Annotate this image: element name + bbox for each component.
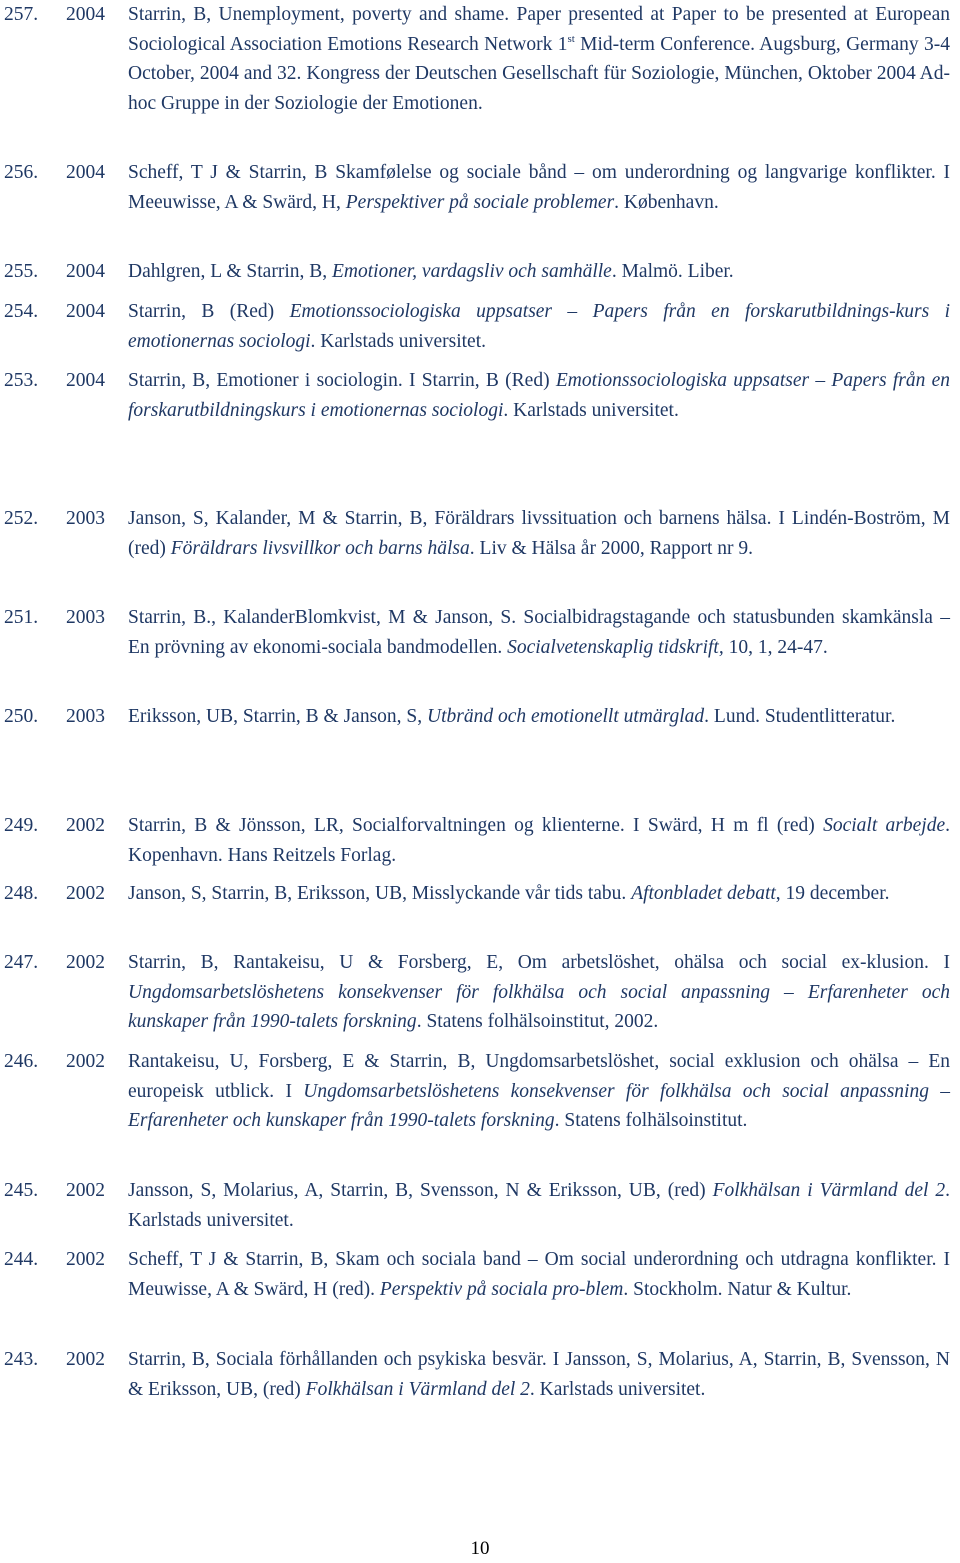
italic-title: Aftonbladet debatt — [631, 883, 776, 904]
entry-text — [128, 504, 950, 563]
text-segment: Starrin, B, Emotioner i sociologin. I Starrin, B (Red) — [128, 370, 556, 391]
entry-year: 2004 — [66, 301, 105, 322]
entry-number: 244. — [4, 1249, 39, 1270]
text-segment: Scheff, T J & Starrin, B Skamfølelse og sociale bånd – om underordning og langvarige konflikter. I Meeuwisse, A & Swärd, H, — [128, 162, 950, 213]
text-segment: . Karlstads universitet. — [128, 1180, 951, 1231]
entry-year: 2002 — [66, 1349, 105, 1370]
entry-number: 245. — [4, 1180, 39, 1201]
text-segment: . Lund. Studentlitteratur. — [704, 706, 896, 727]
entry-number: 243. — [4, 1349, 39, 1370]
text-segment: . Statens folhälsoinstitut. — [554, 1110, 748, 1131]
entry-year: 2003 — [66, 607, 105, 628]
text-segment: Starrin, B, Sociala förhållanden och psykiska besvär. I Jansson, S, Molarius, A, Starrin, B, Svensson, N & Eriksson, UB, (red) — [128, 1349, 950, 1400]
entry-text — [128, 879, 950, 909]
text-segment: . Malmö. Liber. — [611, 261, 734, 282]
italic-title: Emotionssociologiska uppsatser – Papers från en forskarutbildningskurs i emotionernas sociologi — [128, 370, 951, 421]
entry-number: 254. — [4, 301, 39, 322]
text-segment: . København. — [614, 191, 719, 213]
text-segment: Rantakeisu, U, Forsberg, E & Starrin, B, Ungdomsarbetslöshet, social exklusion och ohälsa – En europeisk utblick. I — [128, 1051, 950, 1102]
page-number: 10 — [470, 1538, 490, 1559]
entry-text — [128, 1345, 950, 1404]
text-segment: . Karlstads universitet. — [529, 1378, 706, 1400]
entry-text — [128, 257, 950, 287]
italic-title: Folkhälsan i Värmland del 2 — [712, 1180, 946, 1201]
entry-number: 252. — [4, 508, 39, 529]
text-segment: Mid-term Conference. Augsburg, Germany 3-4 October, 2004 and 32. Kongress der Deutschen Gesellschaft für Soziologie, München, Oktober 2004 Ad-hoc Gruppe in der Soziologie der Emotionen. — [128, 33, 950, 114]
italic-title: Ungdomsarbetslöshetens konsekvenser för folkhälsa och social anpassning – Erfarenheter och kunskaper från 1990-talets forskning — [128, 1080, 951, 1131]
text-segment: Dahlgren, L & Starrin, B, — [128, 261, 332, 282]
text-segment: Janson, S, Starrin, B, Eriksson, UB, Misslyckande vår tids tabu. — [128, 883, 632, 904]
entry-year: 2003 — [66, 508, 105, 529]
entry-year: 2004 — [66, 162, 105, 183]
text-segment: Eriksson, UB, Starrin, B & Janson, S, — [128, 706, 428, 727]
text-segment: Scheff, T J & Starrin, B, Skam och sociala band – Om social underordning och utdragna konflikter. I Meuwisse, A & Swärd, H (red). — [128, 1249, 950, 1300]
italic-title: Folkhälsan i Värmland del 2 — [305, 1378, 530, 1400]
text-segment: Starrin, B, Rantakeisu, U & Forsberg, E, Om arbetslöshet, ohälsa och social ex-klusion. I — [128, 952, 950, 973]
italic-title: Emotionssociologiska uppsatser – Papers från en forskarutbildnings-kurs i emotionernas sociologi — [128, 301, 951, 352]
entry-number: 249. — [4, 815, 39, 836]
italic-title: Emotioner, vardagsliv och samhälle — [332, 261, 612, 282]
italic-title: Perspektiver på sociale problemer — [345, 191, 615, 213]
text-segment: Starrin, B., KalanderBlomkvist, M & Janson, S. Socialbidragstagande och statusbunden skamkänsla – En prövning av ekonomi-sociala bandmodellen. — [128, 607, 950, 658]
entry-year: 2004 — [66, 261, 105, 282]
italic-title: Perspektiv på sociala pro-blem — [379, 1278, 624, 1300]
entry-year: 2002 — [66, 883, 105, 904]
entry-number: 250. — [4, 706, 39, 727]
entry-text — [128, 948, 950, 1037]
superscript-text: st — [567, 32, 575, 45]
italic-title: Socialvetenskaplig tidskrift, — [507, 636, 724, 658]
entry-year: 2002 — [66, 1249, 105, 1270]
entry-year: 2004 — [66, 370, 105, 391]
italic-title: Utbränd och emotionellt utmärglad — [427, 706, 705, 727]
entry-text — [128, 1047, 950, 1136]
entry-text — [128, 702, 950, 732]
text-segment: . Stockholm. Natur & Kultur. — [623, 1278, 852, 1300]
entry-number: 256. — [4, 162, 39, 183]
text-segment: , 19 december. — [775, 883, 890, 904]
italic-title: Föräldrars livsvillkor och barns hälsa — [170, 537, 470, 559]
entry-text — [128, 0, 950, 118]
entry-text — [128, 158, 950, 217]
text-segment: . Liv & Hälsa år 2000, Rapport nr 9. — [469, 537, 754, 559]
entry-number: 246. — [4, 1051, 39, 1072]
entry-text — [128, 811, 950, 870]
entry-year: 2002 — [66, 1051, 105, 1072]
italic-title: Ungdomsarbetslöshetens konsekvenser för folkhälsa och social anpassning – Erfarenheter och kunskaper från 1990-talets forskning — [128, 981, 950, 1032]
entry-number: 248. — [4, 883, 39, 904]
text-segment: Janson, S, Kalander, M & Starrin, B, Föräldrars livssituation och barnens hälsa. I Lindén-Boström, M (red) — [128, 508, 950, 559]
entry-year: 2002 — [66, 1180, 105, 1201]
text-segment: . Kopenhavn. Hans Reitzels Forlag. — [128, 815, 950, 866]
entry-number: 255. — [4, 261, 39, 282]
entry-year: 2003 — [66, 706, 105, 727]
entry-year: 2002 — [66, 815, 105, 836]
text-segment: . Karlstads universitet. — [310, 330, 486, 352]
text-segment: Starrin, B & Jönsson, LR, Socialforvaltningen og klienterne. I Swärd, H m fl (red) — [128, 815, 824, 836]
text-segment: 10, 1, 24-47. — [723, 636, 828, 658]
text-segment: . Statens folhälsoinstitut, 2002. — [416, 1011, 659, 1032]
entry-number: 253. — [4, 370, 39, 391]
entry-year: 2002 — [66, 952, 105, 973]
entry-number: 251. — [4, 607, 39, 628]
entry-number: 257. — [4, 4, 39, 25]
entry-number: 247. — [4, 952, 39, 973]
entry-text — [128, 366, 950, 425]
entry-text — [128, 1176, 950, 1235]
entry-text — [128, 603, 950, 662]
entry-year: 2004 — [66, 4, 105, 25]
text-segment: Jansson, S, Molarius, A, Starrin, B, Svensson, N & Eriksson, UB, (red) — [128, 1180, 713, 1201]
entry-text — [128, 1245, 950, 1304]
text-segment: Starrin, B, Unemployment, poverty and shame. Paper presented at Paper to be presented at European Sociological Association Emotions Research Network 1 — [128, 4, 950, 55]
italic-title: Socialt arbejde — [823, 815, 946, 836]
text-segment: . Karlstads universitet. — [503, 399, 679, 421]
entry-text — [128, 297, 950, 356]
text-segment: Starrin, B (Red) — [128, 301, 290, 322]
